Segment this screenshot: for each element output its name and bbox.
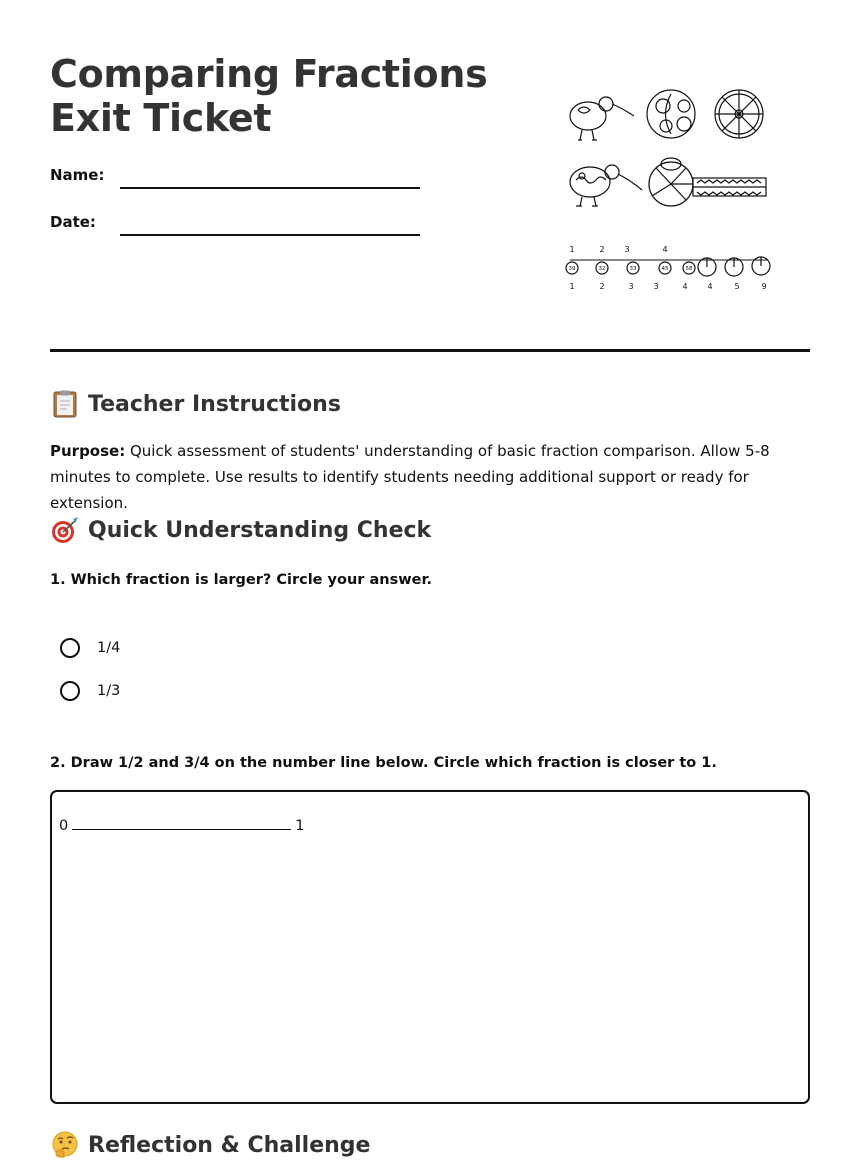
- question-2: 2. Draw 1/2 and 3/4 on the number line below. Circle which fraction is closer to 1.: [50, 755, 717, 771]
- bottom-number: 3: [653, 282, 659, 291]
- thinking-face-icon: [50, 1130, 80, 1160]
- top-number: 4: [662, 245, 668, 254]
- patterned-pie-icon: [715, 90, 763, 138]
- header-divider: [50, 349, 810, 352]
- kiwi-icon: [570, 97, 634, 140]
- pie-and-bar-icon: [649, 158, 766, 206]
- title-line-2: Exit Ticket: [50, 96, 272, 140]
- radio-circle[interactable]: [60, 681, 80, 701]
- bead-number: 39: [568, 266, 576, 272]
- clipboard-icon: [50, 389, 80, 419]
- radio-circle[interactable]: [60, 638, 80, 658]
- number-line-start: 0: [59, 818, 69, 834]
- koru-disk-icon: [647, 90, 695, 138]
- kiwi-patterned-icon: [570, 165, 642, 206]
- number-line-end: 1: [295, 818, 305, 834]
- bottom-number: 9: [761, 282, 767, 291]
- page-title: [50, 52, 487, 140]
- option-1-3[interactable]: [60, 681, 120, 701]
- top-number: 1: [569, 245, 575, 254]
- purpose-text: Quick assessment of students' understanding of basic fraction comparison. Allow 5-8 minutes to complete. Use results to identify students needing additional support or ready for extension.: [50, 442, 770, 512]
- purpose-paragraph: [50, 438, 810, 516]
- bottom-number: 4: [682, 282, 688, 291]
- teacher-instructions-heading: [50, 389, 341, 419]
- option-1-4[interactable]: [60, 638, 120, 658]
- quick-check-heading: [50, 515, 431, 545]
- top-number: 2: [599, 245, 605, 254]
- section-title-text: Quick Understanding Check: [88, 517, 432, 543]
- question-1: 1. Which fraction is larger? Circle your answer.: [50, 572, 433, 588]
- section-title-text: Teacher Instructions: [88, 391, 341, 417]
- top-number: 3: [624, 245, 630, 254]
- target-icon: [50, 515, 80, 545]
- name-label: Name:: [50, 166, 105, 184]
- number-line-rule: [72, 819, 291, 830]
- date-label: Date:: [50, 213, 96, 231]
- number-line-answer-box[interactable]: [50, 790, 810, 1104]
- number-line: [59, 818, 304, 834]
- title-line-1: Comparing Fractions: [50, 52, 488, 96]
- option-label: 1/3: [97, 683, 121, 699]
- name-field[interactable]: [120, 187, 420, 189]
- bead-number: 58: [685, 266, 693, 272]
- bottom-number: 4: [707, 282, 713, 291]
- bottom-number: 2: [599, 282, 605, 291]
- maori-fraction-illustration: [560, 80, 780, 300]
- reflection-heading: [50, 1130, 370, 1160]
- bead-number: 32: [598, 266, 606, 272]
- option-label: 1/4: [97, 640, 121, 656]
- bottom-number: 1: [569, 282, 575, 291]
- section-title-text: Reflection & Challenge: [88, 1132, 371, 1158]
- bottom-number: 5: [734, 282, 740, 291]
- date-field[interactable]: [120, 234, 420, 236]
- bottom-number: 3: [628, 282, 634, 291]
- bead-number: 33: [629, 266, 637, 272]
- purpose-label: Purpose:: [50, 442, 126, 460]
- bead-number: 45: [661, 266, 669, 272]
